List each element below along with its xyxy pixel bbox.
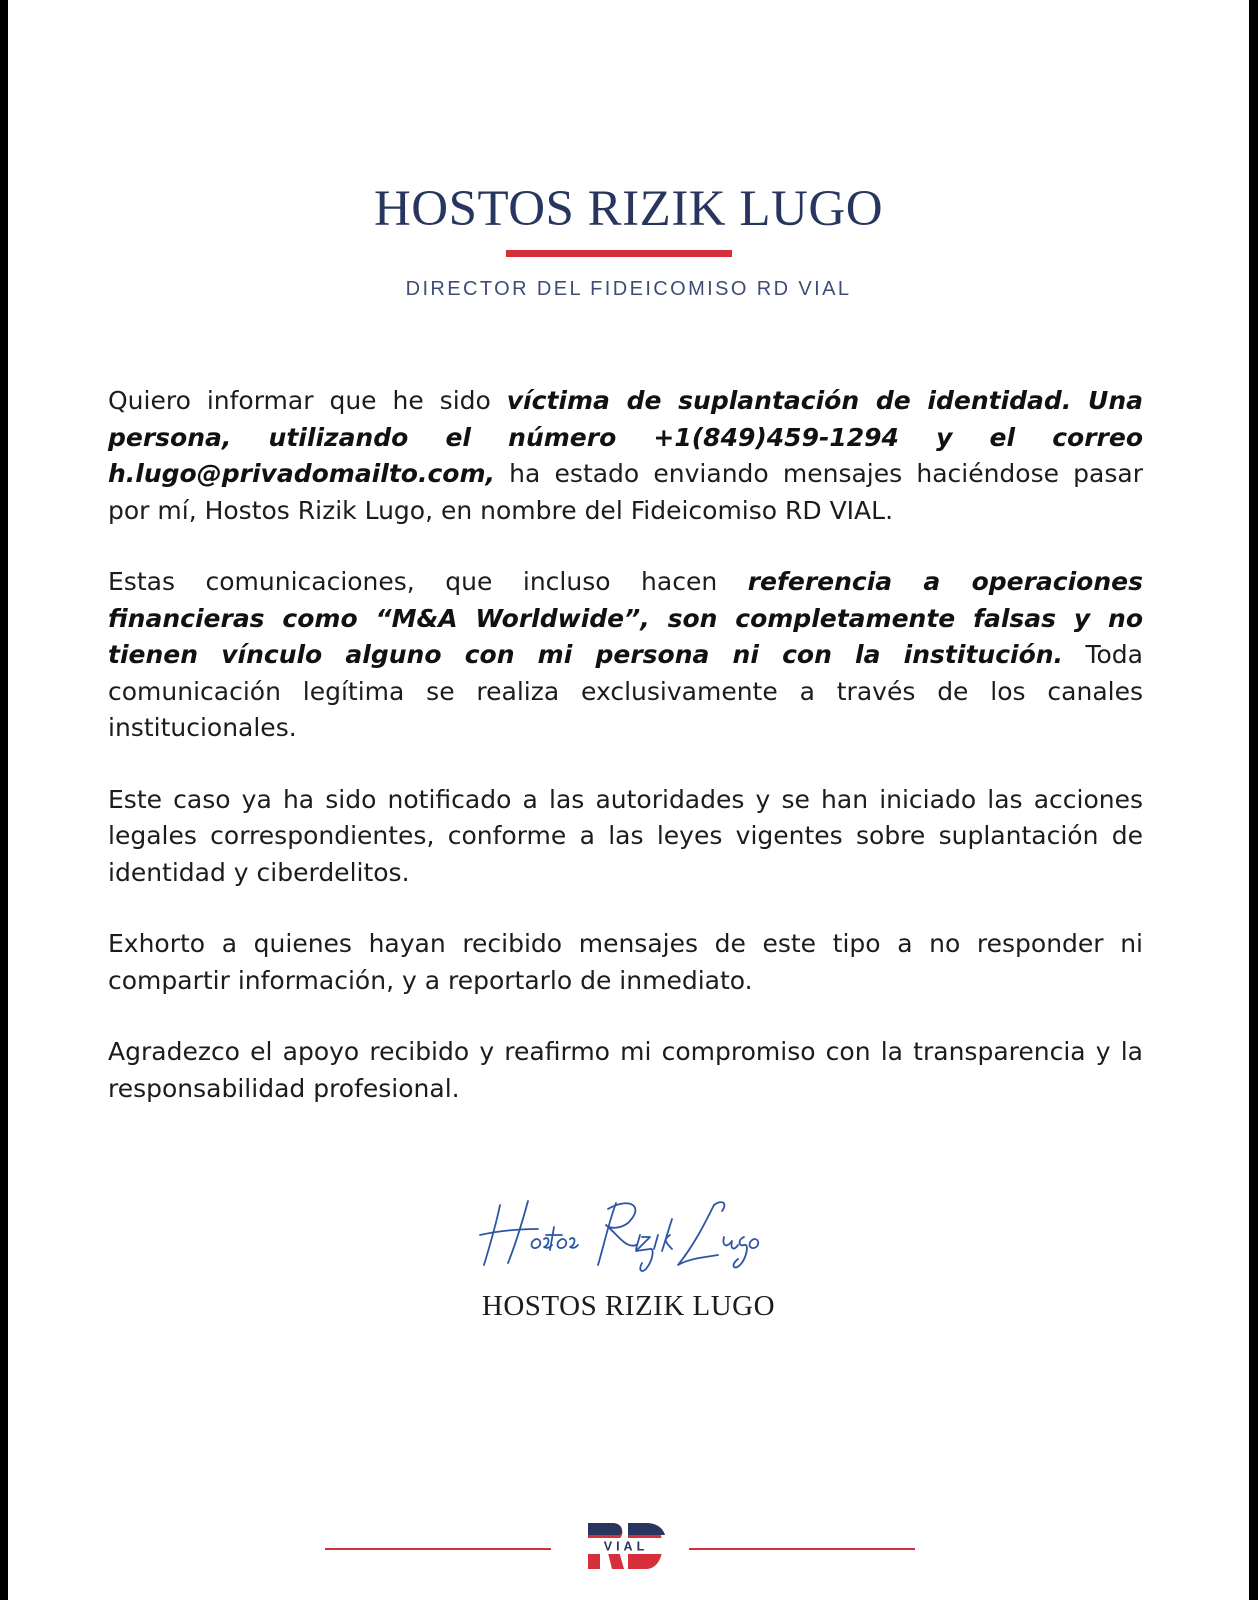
footer-left-rule [325,1548,551,1550]
letterhead-subtitle: DIRECTOR DEL FIDEICOMISO RD VIAL [405,278,852,300]
svg-text:VIAL: VIAL [603,1539,649,1554]
letter-body [108,383,1143,1142]
document-page [8,0,1249,1600]
letterhead-name: HOSTOS RIZIK LUGO [373,181,884,237]
signatory-printed-name: HOSTOS RIZIK LUGO [481,1290,776,1322]
rd-vial-logo [582,1519,670,1573]
handwritten-signature [478,1195,778,1275]
paragraph-3: Este caso ya ha sido notificado a las autoridades y se han iniciado las acciones legales correspondientes, conforme a las leyes vigentes sobre suplantación de identidad y ciberdelitos. [108,784,1143,887]
paragraph-2: Estas comunicaciones, que incluso hacen referencia a operaciones financieras como “M&A Worldwide”, son completamente falsas y no tienen vínculo alguno con mi persona ni con la institución. Toda comunicación legítima se realiza exclusivamente a través de los canales institucionales. [108,567,1143,742]
emphasis-text: referencia a operaciones financieras como “M&A Worldwide”, son completamente falsas y no tienen vínculo alguno con mi persona ni con la institución. [108,567,1143,669]
footer-right-rule [689,1548,915,1550]
letterhead-red-rule [506,250,732,257]
paragraph-1: Quiero informar que he sido víctima de suplantación de identidad. Una persona, utilizando el número +1(849)459-1294 y el correo h.lugo@privadomailto.com, ha estado enviando mensajes haciéndose pasar por mí, Hostos Rizik Lugo, en nombre del Fideicomiso RD VIAL. [108,386,1143,525]
emphasis-text: víctima de suplantación de identidad. Una persona, utilizando el número +1(849)459-1294 y el correo h.lugo@privadomailto.com, [108,386,1143,488]
paragraph-5: Agradezco el apoyo recibido y reafirmo mi compromiso con la transparencia y la responsabilidad profesional. [108,1037,1143,1103]
paragraph-4: Exhorto a quienes hayan recibido mensajes de este tipo a no responder ni compartir información, y a reportarlo de inmediato. [108,929,1143,995]
